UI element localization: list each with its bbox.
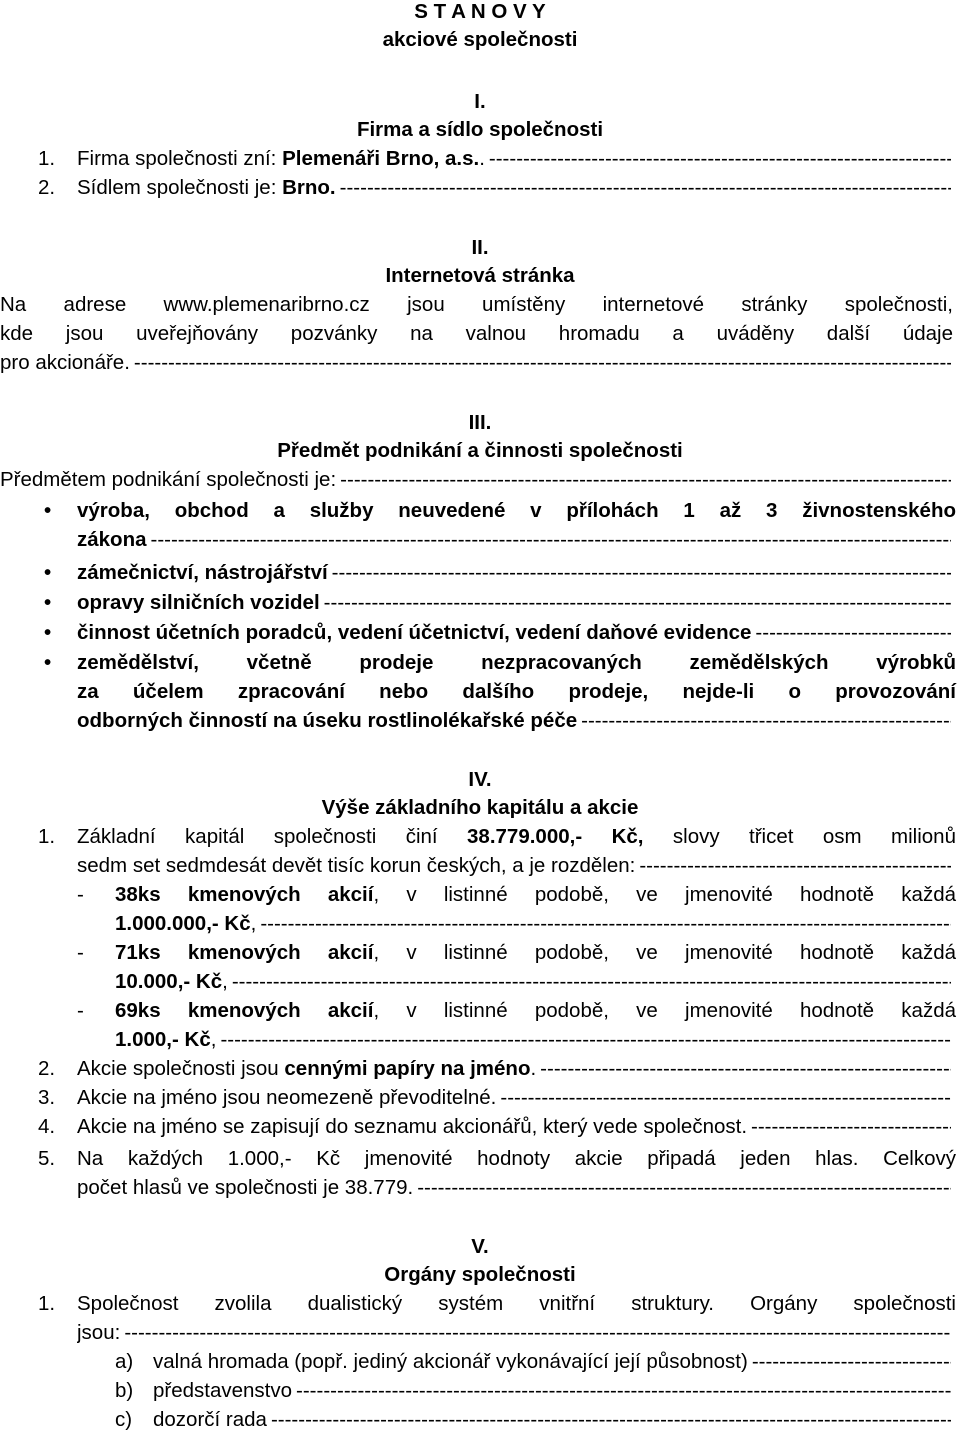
business-item-5-cont: za účelem zpracování nebo dalšího prodeje, nejde-li o provozování [77,680,956,703]
company-name: Plemenáři Brno, a.s. [282,147,480,170]
dash-filler [151,528,952,552]
item-number: 4. [38,1115,56,1138]
section-4-number: IV. [468,768,492,791]
dash-filler [260,912,951,936]
label: Firma společnosti zní: [77,147,283,170]
item-text: zákona [77,528,147,551]
shares-type-line [77,1057,951,1081]
punct: , [250,912,257,935]
dash-filler [752,1350,951,1374]
organs-line-2 [77,1321,951,1345]
list-letter: a) [115,1350,134,1373]
bullet: • [44,561,52,584]
section-1-heading: Firma a sídlo společnosti [356,118,604,141]
punct: , [222,970,228,993]
business-item-3 [77,591,951,615]
organ-general-meeting [153,1350,951,1374]
dash-filler [296,1379,951,1403]
nominal-value: 1.000,- Kč [115,1028,211,1051]
share-count: 69ks kmenových akcií [115,999,374,1022]
text: , v listinné podobě, ve jmenovité hodnotě každá [373,999,957,1022]
share-class-1-value [115,912,951,936]
dash-filler [340,468,951,492]
dash-marker: - [77,883,84,906]
share-count: 71ks kmenových akcií [115,941,374,964]
organ-supervisory-board [153,1408,951,1432]
business-item-1-cont [77,528,951,552]
item-number: 2. [38,1057,56,1080]
dash-filler [581,709,951,733]
organ-board [153,1379,951,1403]
register-line [77,1115,951,1139]
company-seat-line [77,176,951,200]
business-item-1: výroba, obchod a služby neuvedené v přílohách 1 až 3 živnostenského [77,499,956,522]
dash-filler [220,1028,951,1052]
punct: . [479,147,485,170]
text: Akcie na jméno jsou neomezeně převoditelné. [77,1086,497,1109]
text: Akcie společnosti jsou [77,1057,285,1080]
paragraph-text: pro akcionáře. [0,351,130,374]
dash-filler [755,621,951,645]
company-name-line [77,147,951,171]
punct: . [530,1057,537,1080]
section-2-heading: Internetová stránka [385,264,575,287]
share-class-1 [115,883,956,907]
paragraph-line: Na adrese www.plemenaribrno.cz jsou umístěny internetové stránky společnosti, [0,293,953,316]
transferability-line [77,1086,951,1110]
list-letter: c) [115,1408,133,1431]
dash-filler [271,1408,951,1432]
dash-filler [340,176,951,200]
text: jsou: [77,1321,121,1344]
text: , v listinné podobě, ve jmenovité hodnotě každá [373,941,957,964]
item-number: 1. [38,1292,56,1315]
nominal-value: 10.000,- Kč [115,970,223,993]
text: slovy třicet osm milionů [643,825,956,848]
share-class-2 [115,941,956,965]
section-5-heading: Orgány společnosti [384,1263,576,1286]
bullet: • [44,651,52,674]
share-class-3 [115,999,956,1023]
item-text: zámečnictví, nástrojářství [77,561,328,584]
section-4-heading: Výše základního kapitálu a akcie [321,796,639,819]
dash-filler [639,854,951,878]
share-class-3-value [115,1028,951,1052]
nominal-value: 1.000.000,- Kč [115,912,251,935]
list-letter: b) [115,1379,134,1402]
capital-amount: 38.779.000,- Kč, [467,825,644,848]
dash-filler [540,1057,951,1081]
label: Sídlem společnosti je: [77,176,283,199]
section-3-heading: Předmět podnikání a činnosti společnosti [277,439,683,462]
section-2-number: II. [471,236,489,259]
business-item-5-end [77,709,951,733]
dash-filler [134,351,951,375]
punct: , [210,1028,217,1051]
section-5-number: V. [471,1235,489,1258]
dash-filler [124,1321,951,1345]
paragraph-line-last [0,351,951,375]
text: Akcie na jméno se zapisují do seznamu akcionářů, který vede společnost. [77,1115,748,1138]
business-item-2 [77,561,951,585]
company-seat: Brno. [282,176,336,199]
bullet: • [44,499,52,522]
text: valná hromada (popř. jediný akcionář vykonávající její působnost) [153,1350,748,1373]
business-item-4 [77,621,951,645]
bullet: • [44,591,52,614]
item-number: 5. [38,1147,56,1170]
text: , v listinné podobě, ve jmenovité hodnotě každá [373,883,957,906]
text: Základní kapitál společnosti činí [77,825,468,848]
item-number: 3. [38,1086,56,1109]
text: sedm set sedmdesát devět tisíc korun českých, a je rozdělen: [77,854,636,877]
item-number: 1. [38,825,56,848]
intro-text: Předmětem podnikání společnosti je: [0,468,337,491]
section-3-number: III. [468,411,492,434]
capital-line-2 [77,854,951,878]
voting-line: Na každých 1.000,- Kč jmenovité hodnoty akcie připadá jeden hlas. Celkový [77,1147,956,1170]
business-intro-line [0,468,951,492]
dash-filler [489,147,951,171]
dash-filler [324,591,951,615]
voting-line-2 [77,1176,951,1200]
text: představenstvo [153,1379,293,1402]
dash-filler [417,1176,951,1200]
item-text: opravy silničních vozidel [77,591,320,614]
paragraph-line: kde jsou uveřejňovány pozvánky na valnou hromadu a uváděny další údaje [0,322,953,345]
item-number: 1. [38,147,56,170]
dash-filler [332,561,951,585]
dash-filler [751,1115,951,1139]
organs-line: Společnost zvolila dualistický systém vnitřní struktury. Orgány společnosti [77,1292,956,1315]
item-number: 2. [38,176,56,199]
dash-marker: - [77,999,84,1022]
dash-filler [500,1086,951,1110]
doc-subtitle: akciové společnosti [382,28,578,51]
business-item-5: zemědělství, včetně prodeje nezpracovaných zemědělských výrobků [77,651,956,674]
text: dozorčí rada [153,1408,267,1431]
doc-title: S T A N O V Y [414,0,546,23]
text: počet hlasů ve společnosti je 38.779. [77,1176,414,1199]
dash-filler [232,970,951,994]
share-class-2-value [115,970,951,994]
item-text: činnost účetních poradců, vedení účetnictví, vedení daňové evidence [77,621,752,644]
capital-line [77,825,956,849]
share-type: cennými papíry na jméno [284,1057,531,1080]
share-count: 38ks kmenových akcií [115,883,374,906]
bullet: • [44,621,52,644]
item-text: odborných činností na úseku rostlinolékařské péče [77,709,578,732]
dash-marker: - [77,941,84,964]
section-1-number: I. [474,90,486,113]
